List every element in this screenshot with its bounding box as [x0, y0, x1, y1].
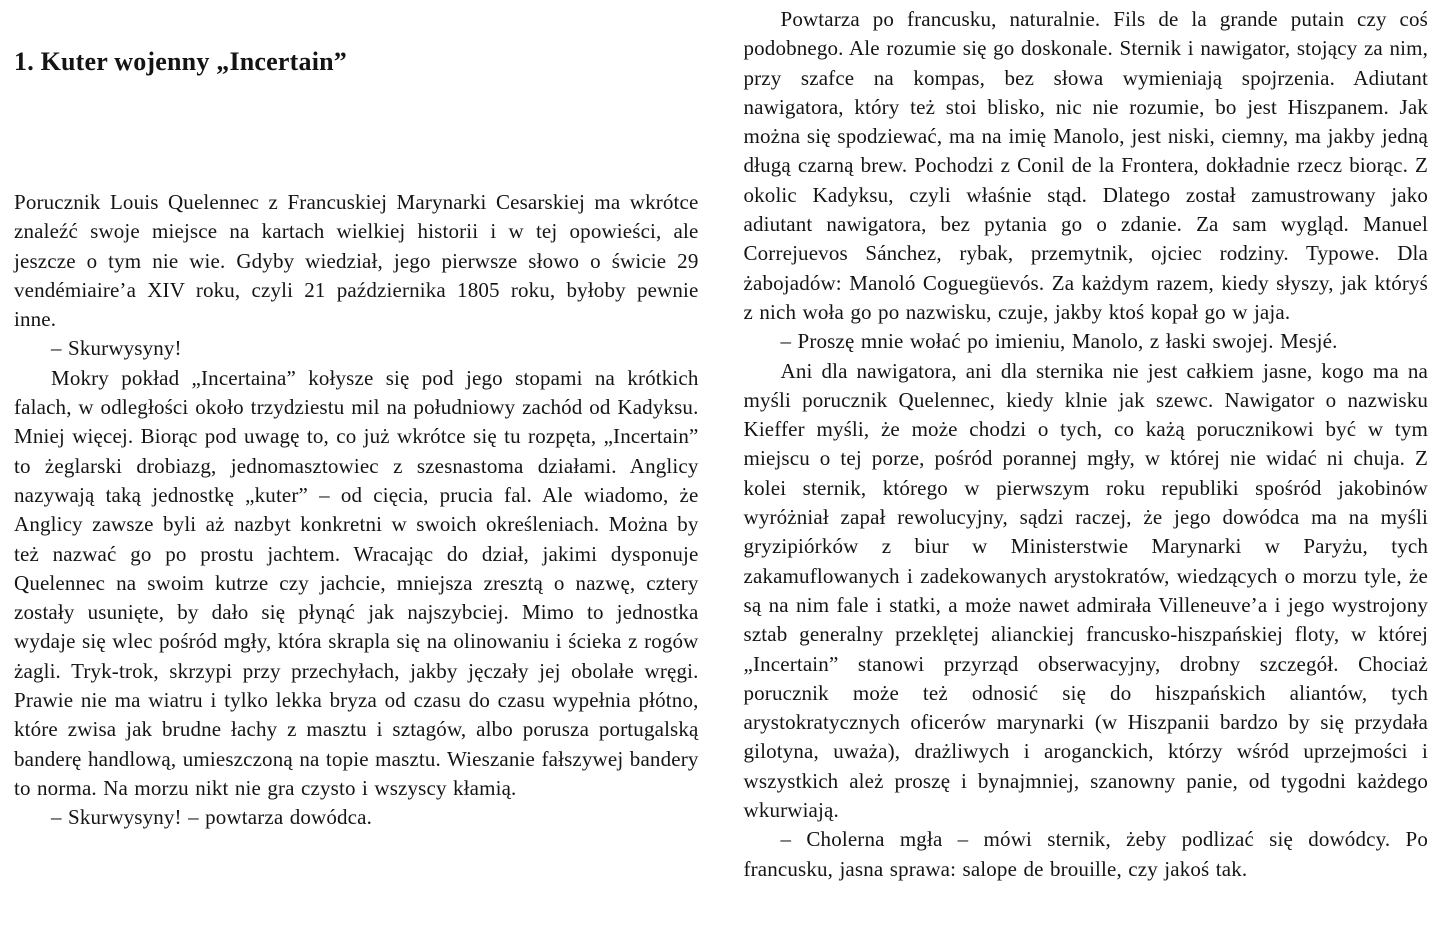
paragraph-dialogue-cholerna-mgla: – Cholerna mgła – mówi sternik, żeby podlizać się dowódcy. Po francusku, jasna sprawa: salope de brouille, czy jakoś tak.	[743, 827, 1428, 881]
paragraph-mokry-poklad: Mokry pokład „Incertaina” kołysze się pod jego stopami na krótkich falach, w odległości około trzydziestu mil na południowy zachód od Kadyksu. Mniej więcej. Biorąc pod uwagę to, co już wkrótce się tu rozpęta, „Incertain” to żeglarski drobiazg, jednomasztowiec z szesnastoma działami. Anglicy nazywają taką jednostkę „kuter” – od cięcia, prucia fal. Ale wiadomo, że Anglicy zawsze byli aż nazbyt konkretni w swoich określeniach. Można by też nazwać go po prostu jachtem. Wracając do dział, jakimi dysponuje Quelennec na swoim kutrze czy jachcie, mniejsza zresztą o nazwę, cztery zostały usunięte, by dało się płynąć jak najszybciej. Mimo to jednostka wydaje się wlec pośród mgły, która skrapla się na olinowaniu i ścieka z rogów żagli. Tryk-trok, skrzypi przy przechyłach, jakby jęczały jej obolałe wręgi. Prawie nie ma wiatru i tylko lekka bryza od czasu do czasu wypełnia płótno, które zwisa jak brudne łachy z masztu i sztagów, albo porusza portugalską banderę handlową, umieszczoną na topie masztu. Wieszanie fałszywej bandery to norma. Na morzu nikt nie gra czysto i wszyscy kłamią.	[14, 365, 699, 800]
paragraph-powtarza-po-francusku: Powtarza po francusku, naturalnie. Fils de la grande putain czy coś podobnego. Ale rozumie się go doskonale. Sternik i nawigator, stojący za nim, przy szafce na kompas, bez słowa wymieniają spojrzenia. Adiutant nawigatora, który też stoi blisko, nic nie rozumie, bo jest Hiszpanem. Jak można się spodziewać, ma na imię Manolo, jest niski, ciemny, ma jakby jedną długą czarną brew. Pochodzi z Conil de la Frontera, dokładnie rzecz biorąc. Z okolic Kadyksu, czyli właśnie stąd. Dlatego został zamustrowany jako adiutant nawigatora, bez pytania go o zdanie. Za sam wygląd. Manuel Correjuevos Sánchez, rybak, przemytnik, ojciec rodziny. Typowe. Dla żabojadów: Manoló Coguegüevós. Za każdym razem, kiedy słyszy, jak któryś z nich woła go po nazwisku, czuje, jakby ktoś kopał go w jaja.	[743, 7, 1428, 324]
chapter-title: 1. Kuter wojenny „Incertain”	[14, 47, 347, 76]
paragraph-dialogue-skurwysyny: – Skurwysyny!	[51, 336, 182, 361]
paragraph-dialogue-prosze-mnie-wolac: – Proszę mnie wołać po imieniu, Manolo, z łaski swojej. Mesjé.	[780, 329, 1338, 354]
paragraph-dialogue-powtarza: – Skurwysyny! – powtarza dowódca.	[51, 805, 372, 830]
text-column-left	[14, 0, 699, 946]
text-column-right	[744, 0, 1429, 946]
paragraph-intro: Porucznik Louis Quelennec z Francuskiej Marynarki Cesarskiej ma wkrótce znaleźć swoje miejsce na kartach wielkiej historii i w tej opowieści, ale jeszcze o tym nie wie. Gdyby wiedział, jego pierwsze słowo o świcie 29 vendémiaire’a XIV roku, czyli 21 października 1805 roku, byłoby pewnie inne.	[14, 190, 699, 332]
paragraph-ani-dla-nawigatora: Ani dla nawigatora, ani dla sternika nie jest całkiem jasne, kogo ma na myśli porucznik Quelennec, kiedy klnie jak szewc. Nawigator o nazwisku Kieffer myśli, że może chodzi o tych, co każą porucznikowi być w tym miejscu o tej porze, pośród porannej mgły, w której nie widać ni chuja. Z kolei sternik, którego w pierwszym roku republiki spośród jakobinów wyróżniał zapał rewolucyjny, sądzi raczej, że jego dowódca ma na myśli gryzipiórków z biur w Ministerstwie Marynarki w Paryżu, tych zakamuflowanych i zadekowanych arystokratów, wiedzących o morzu tyle, że są na nim fale i statki, a może nawet admirała Villeneuve’a i jego wystrojony sztab generalny przeklętej alianckiej francusko-hiszpańskiej floty, w której „Incertain” stanowi przyrząd obserwacyjny, drobny szczegół. Chociaż porucznik może też odnosić się do hiszpańskich aliantów, tych arystokratycznych oficerów marynarki (w Hiszpanii bardzo by się przydała gilotyna, uważa), drażliwych i aroganckich, którzy wśród uprzejmości i wszystkich ależ proszę i bynajmniej, szanowny panie, od tygodni każdego wkurwiają.	[743, 358, 1428, 823]
